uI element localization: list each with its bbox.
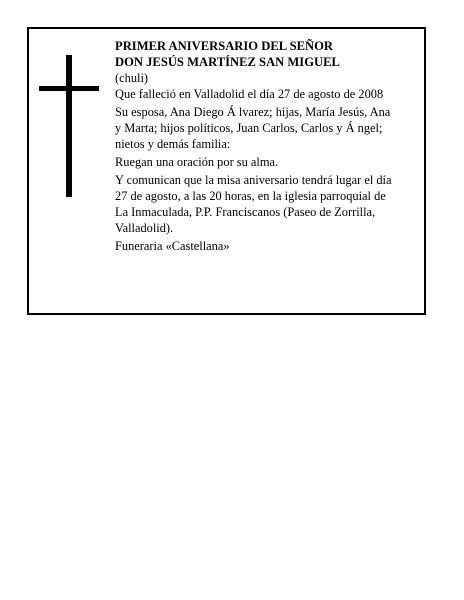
notice-title-line-1: PRIMER ANIVERSARIO DEL SEÑOR — [115, 39, 333, 53]
family-paragraph — [115, 104, 415, 152]
mass-line: 27 de agosto, a las 20 horas, en la iglesia parroquial de — [115, 189, 386, 203]
notice-text — [115, 38, 415, 254]
cross-icon-bar — [39, 86, 99, 91]
nickname: (chuli) — [115, 71, 149, 85]
obituary-notice — [27, 27, 426, 315]
mass-paragraph — [115, 172, 415, 236]
mass-line: Valladolid). — [115, 221, 174, 235]
funeral-home: Funeraria «Castellana» — [115, 239, 230, 253]
family-line: nietos y demás familia: — [115, 137, 231, 151]
mass-line: Y comunican que la misa aniversario tendrá lugar el día — [115, 173, 392, 187]
death-line: Que falleció en Valladolid el día 27 de agosto de 2008 — [115, 87, 384, 101]
notice-title-line-2: DON JESÚS MARTÍNEZ SAN MIGUEL — [115, 55, 340, 69]
cross-icon — [66, 55, 72, 197]
mass-line: La Inmaculada, P.P. Franciscanos (Paseo de Zorrilla, — [115, 205, 376, 219]
family-line: Su esposa, Ana Diego Á lvarez; hijas, María Jesús, Ana — [115, 105, 391, 119]
prayer-line: Ruegan una oración por su alma. — [115, 155, 279, 169]
family-line: y Marta; hijos políticos, Juan Carlos, Carlos y Á ngel; — [115, 121, 383, 135]
